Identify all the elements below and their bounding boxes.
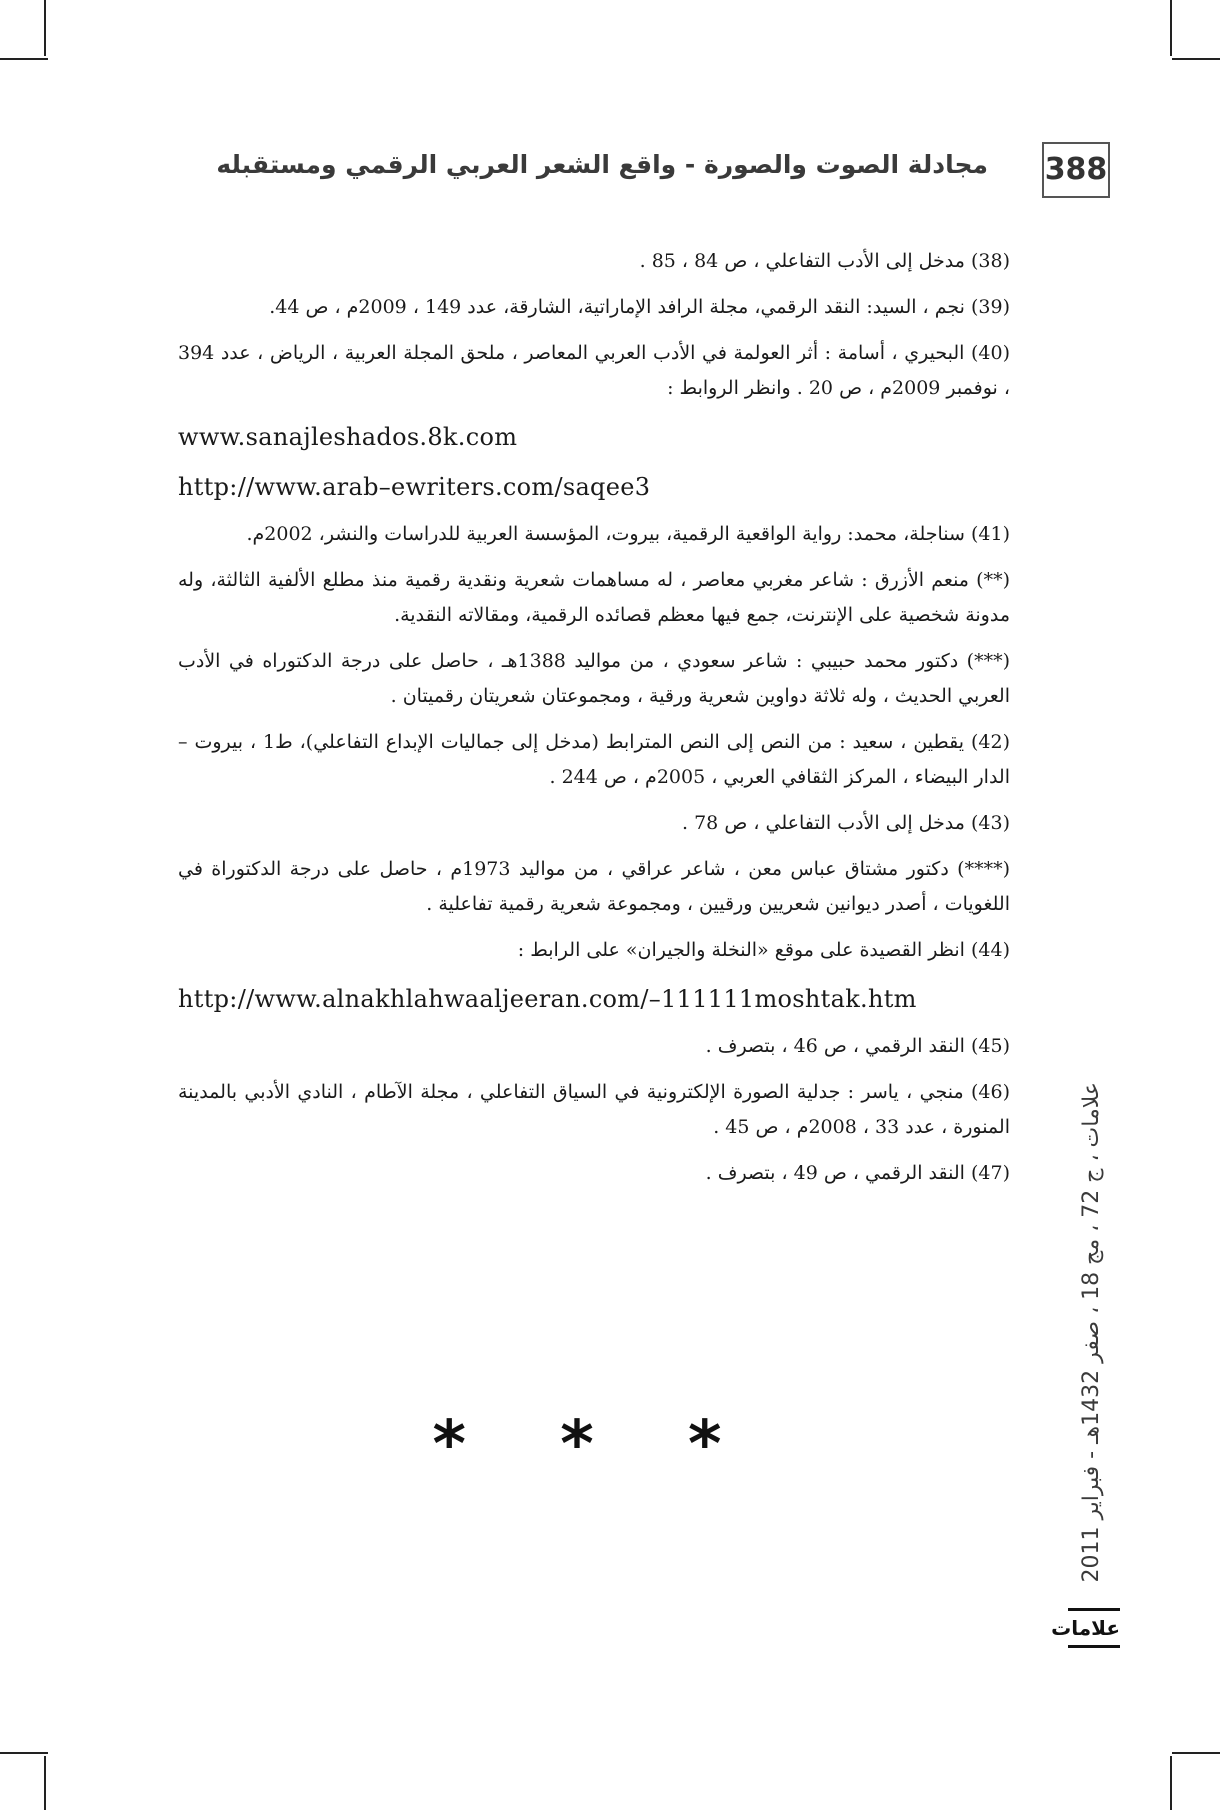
crop-mark (1172, 1752, 1220, 1754)
footnotes-list (178, 244, 1010, 1324)
crop-mark (0, 1752, 48, 1754)
footnote-entry: (47) النقد الرقمي ، ص 49 ، بتصرف . (705, 1162, 1010, 1184)
footnote-entry: (38) مدخل إلى الأدب التفاعلي ، ص 84 ، 85 . (639, 250, 1010, 272)
crop-mark (1172, 58, 1220, 60)
footnote-entry: (44) انظر القصيدة على موقع «النخلة والجيران» على الرابط : (517, 939, 1010, 961)
side-citation-text: علامات ، ج 72 ، مج 18 ، صفر 1432هـ - فبراير 2011 (1079, 1082, 1104, 1583)
footnote-entry: (40) البحيري ، أسامة : أثر العولمة في الأدب العربي المعاصر ، ملحق المجلة العربية ، الرياض ، عدد 394 ، نوفمبر 2009م ، ص 20 . وانظر الروابط : (178, 342, 1010, 399)
footnote-entry: (43) مدخل إلى الأدب التفاعلي ، ص 78 . (682, 812, 1010, 834)
footnote-entry: (41) سناجلة، محمد: رواية الواقعية الرقمية، بيروت، المؤسسة العربية للدراسات والنشر، 2002م. (246, 523, 1010, 545)
footnote-entry: (****) دكتور مشتاق عباس معن ، شاعر عراقي ، من مواليد 1973م ، حاصل على درجة الدكتوراة في اللغويات ، أصدر ديوانين شعريين ورقيين ، ومجموعة شعرية رقمية تفاعلية . (178, 858, 1010, 915)
journal-logo: علامات (1068, 1608, 1120, 1648)
crop-mark (0, 58, 48, 60)
footnote-entry: (45) النقد الرقمي ، ص 46 ، بتصرف . (705, 1035, 1010, 1057)
footnote-url[interactable]: http://www.arab–ewriters.com/saqee3 (178, 473, 651, 501)
running-header-title: مجادلة الصوت والصورة - واقع الشعر العربي الرقمي ومستقبله (216, 150, 988, 179)
footnote-entry: (42) يقطين ، سعيد : من النص إلى النص المترابط (مدخل إلى جماليات الإبداع التفاعلي)، ط1 ، بيروت –الدار البيضاء ، المركز الثقافي العربي ، 2005م ، ص 244 . (178, 731, 1010, 788)
crop-mark (44, 0, 46, 56)
crop-mark (1170, 0, 1172, 56)
footnote-url[interactable]: http://www.alnakhlahwaaljeeran.com/–111111moshtak.htm (178, 985, 917, 1013)
crop-mark (44, 1756, 46, 1810)
side-citation (1072, 1082, 1112, 1582)
footnote-entry: (**) منعم الأزرق : شاعر مغربي معاصر ، له مساهمات شعرية ونقدية رقمية منذ مطلع الألفية الثالثة، وله مدونة شخصية على الإنترنت، جمع فيها معظم قصائده الرقمية، ومقالاته النقدية. (178, 569, 1010, 626)
footnote-entry: (46) منجي ، ياسر : جدلية الصورة الإلكترونية في السياق التفاعلي ، مجلة الآطام ، النادي الأدبي بالمدينة المنورة ، عدد 33 ، 2008م ، ص 45 . (178, 1081, 1010, 1138)
footnote-entry: (39) نجم ، السيد: النقد الرقمي، مجلة الرافد الإماراتية، الشارقة، عدد 149 ، 2009م ، ص 44. (269, 296, 1010, 318)
page-number: 388 (1042, 142, 1110, 198)
section-separator: * * * (432, 1408, 758, 1482)
footnote-entry: (***) دكتور محمد حبيبي : شاعر سعودي ، من مواليد 1388هـ ، حاصل على درجة الدكتوراه في الأدب العربي الحديث ، وله ثلاثة دواوين شعرية ورقية ، ومجموعتان شعريتان رقميتان . (178, 650, 1010, 707)
footnote-url[interactable]: www.sanajleshados.8k.com (178, 423, 518, 451)
crop-mark (1170, 1756, 1172, 1810)
